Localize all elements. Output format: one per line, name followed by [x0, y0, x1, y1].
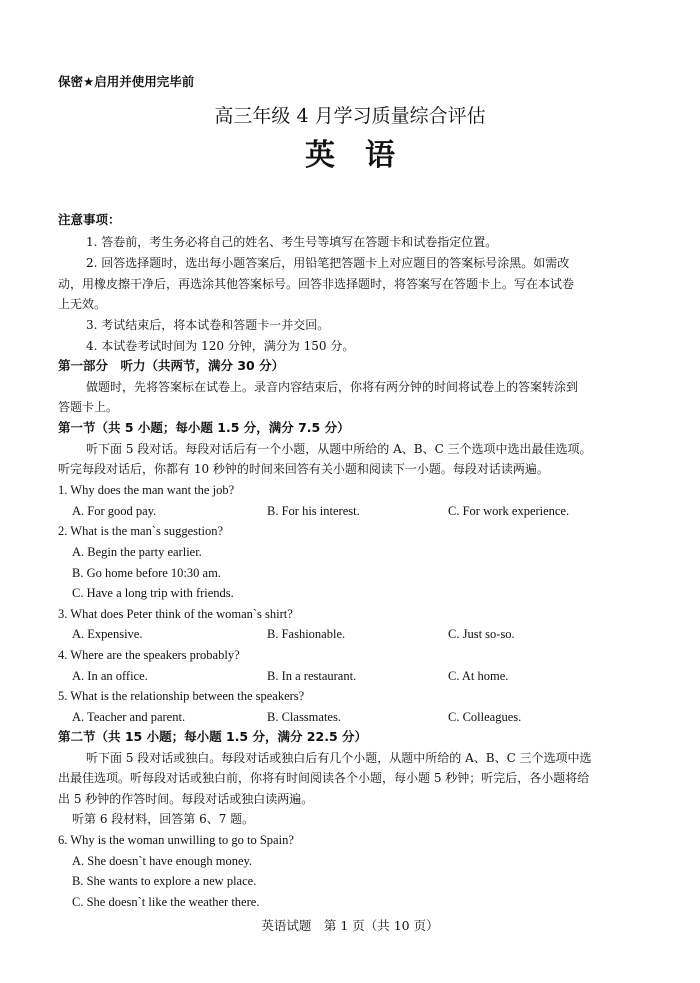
section1-instruction: 听下面 5 段对话。每段对话后有一个小题，从题中所给的 A、B、C 三个选项中选出最佳选项。 — [86, 442, 592, 456]
q4-option-b: B. In a restaurant. — [267, 669, 357, 683]
q3-option-a: A. Expensive. — [72, 627, 143, 641]
note-line: 上无效。 — [58, 297, 107, 311]
q6-option-a: A. She doesn`t have enough money. — [72, 854, 253, 868]
q3-option-b: B. Fashionable. — [267, 627, 346, 641]
question-stem-2: 2. What is the man`s suggestion? — [58, 524, 224, 538]
page-footer: 英语试题 第 1 页（共 10 页） — [261, 918, 439, 933]
q2-option-a: A. Begin the party earlier. — [72, 545, 202, 559]
q1-option-a: A. For good pay. — [72, 504, 157, 518]
material-note: 听第 6 段材料，回答第 6、7 题。 — [72, 812, 255, 826]
part1-instruction: 答题卡上。 — [58, 400, 119, 414]
confidential-label: 保密★启用并使用完毕前 — [58, 74, 195, 89]
q2-option-b: B. Go home before 10:30 am. — [72, 566, 221, 580]
q5-option-c: C. Colleagues. — [448, 710, 522, 724]
notes-heading: 注意事项： — [58, 212, 121, 227]
question-stem-5: 5. What is the relationship between the speakers? — [58, 689, 305, 703]
q6-option-b: B. She wants to explore a new place. — [72, 874, 257, 888]
q1-option-c: C. For work experience. — [448, 504, 570, 518]
note-line: 4. 本试卷考试时间为 120 分钟，满分为 150 分。 — [86, 339, 355, 353]
section1-instruction: 听完每段对话后，你都有 10 秒钟的时间来回答有关小题和阅读下一小题。每段对话读两遍。 — [58, 462, 549, 476]
exam-title: 高三年级 4 月学习质量综合评估 — [214, 105, 486, 127]
q4-option-a: A. In an office. — [72, 669, 148, 683]
part1-instruction: 做题时，先将答案标在试卷上。录音内容结束后，你将有两分钟的时间将试卷上的答案转涂到 — [86, 380, 579, 394]
q4-option-c: C. At home. — [448, 669, 509, 683]
question-stem-1: 1. Why does the man want the job? — [58, 483, 235, 497]
section2-instruction: 出最佳选项。听每段对话或独白前，你将有时间阅读各个小题，每小题 5 秒钟；听完后，各小题将给 — [58, 771, 590, 785]
note-line: 动，用橡皮擦干净后，再选涂其他答案标号。回答非选择题时，将答案写在答题卡上。写在本试卷 — [58, 277, 575, 291]
subject-title: 英 语 — [305, 138, 395, 173]
q5-option-b: B. Classmates. — [267, 710, 341, 724]
section2-instruction: 出 5 秒钟的作答时间。每段对话或独白读两遍。 — [58, 792, 314, 806]
note-line: 1. 答卷前，考生务必将自己的姓名、考生号等填写在答题卡和试卷指定位置。 — [86, 235, 498, 249]
q5-option-a: A. Teacher and parent. — [72, 710, 186, 724]
question-stem-3: 3. What does Peter think of the woman`s shirt? — [58, 607, 293, 621]
q3-option-c: C. Just so-so. — [448, 627, 515, 641]
section2-instruction: 听下面 5 段对话或独白。每段对话或独白后有几个小题，从题中所给的 A、B、C 三个选项中选 — [86, 751, 592, 765]
note-line: 2. 回答选择题时，选出每小题答案后，用铅笔把答题卡上对应题目的答案标号涂黑。如需改 — [86, 256, 570, 270]
part1-heading: 第一部分 听力（共两节，满分 30 分） — [58, 358, 285, 373]
q6-option-c: C. She doesn`t like the weather there. — [72, 895, 260, 909]
section2-heading: 第二节（共 15 小题；每小题 1.5 分，满分 22.5 分） — [58, 729, 367, 744]
q1-option-b: B. For his interest. — [267, 504, 360, 518]
section1-heading: 第一节（共 5 小题；每小题 1.5 分，满分 7.5 分） — [58, 420, 350, 435]
question-stem-4: 4. Where are the speakers probably? — [58, 648, 240, 662]
question-stem-6: 6. Why is the woman unwilling to go to Spain? — [58, 833, 294, 847]
note-line: 3. 考试结束后，将本试卷和答题卡一并交回。 — [86, 318, 330, 332]
q2-option-c: C. Have a long trip with friends. — [72, 586, 234, 600]
